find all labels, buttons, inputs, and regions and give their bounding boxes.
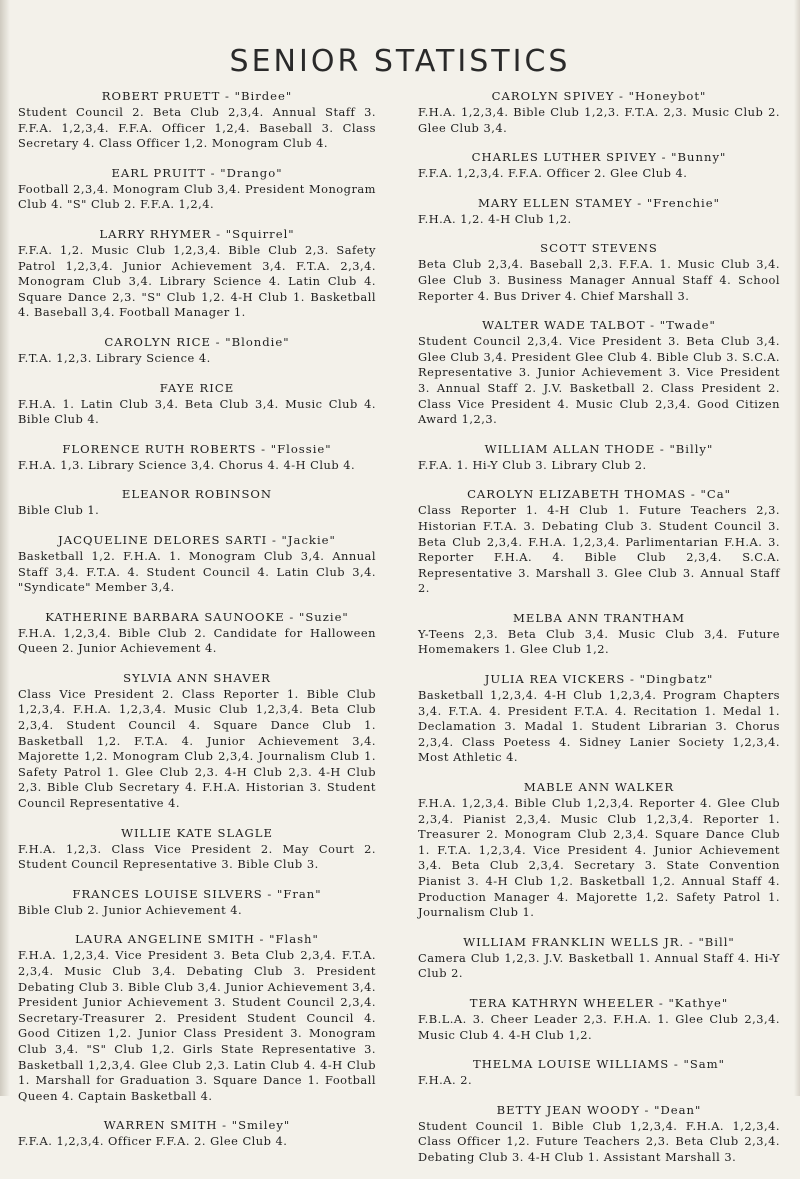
right-column [418,88,780,1179]
senior-name: MELBA ANN TRANTHAM [512,610,686,625]
senior-activities: F.H.A. 2. [418,1073,473,1088]
senior-activities: F.H.A. 1,2,3,4. Bible Club 2. Candidate for Halloween Queen 2. Junior Achievement 4. [18,625,376,656]
senior-entry [418,610,780,658]
senior-entry [18,165,376,213]
senior-activities: F.H.A. 1,2,3,4. Bible Club 1,2,3. F.T.A. 2,3. Music Club 2. Glee Club 3,4. [418,105,780,135]
senior-name: LAURA ANGELINE SMITH - "Flash" [75,932,319,947]
senior-activities: Beta Club 2,3,4. Baseball 2,3. F.F.A. 1. Music Club 3,4. Glee Club 3. Business Manager Annual Staff 4. School Reporter 4. Bus Driver 4. Chief Marshall 3. [418,257,780,303]
senior-activities: F.B.L.A. 3. Cheer Leader 2,3. F.H.A. 1. Glee Club 2,3,4. Music Club 4. 4-H Club 1,2. [418,1011,780,1042]
senior-activities: Camera Club 1,2,3. J.V. Basketball 1. Annual Staff 4. Hi-Y Club 2. [418,950,780,981]
senior-activities: Student Council 2,3,4. Vice President 3. Beta Club 3,4. Glee Club 3,4. President Glee Club 4. Bible Club 3. S.C.A. Representative 3. Junior Achievement 3. Vice President 3. Annual Staff 2. J.V. Basketball 2. Class President 2. Class Vice President 4. Music Club 2,3,4. Good Citizen Award 1,2,3. [418,334,780,427]
senior-entry [18,226,376,321]
senior-entry [18,886,376,919]
senior-activities: Y-Teens 2,3. Beta Club 3,4. Music Club 3,4. Future Homemakers 1. Glee Club 1,2. [418,626,780,657]
senior-name: JULIA REA VICKERS - "Dingbatz" [484,672,714,687]
senior-activities: Bible Club 1. [18,503,100,518]
senior-name: MABLE ANN WALKER [523,780,675,795]
senior-entry [18,670,376,812]
senior-activities: F.H.A. 1,2,3,4. Bible Club 1,2,3,4. Reporter 4. Glee Club 2,3,4. Pianist 2,3,4. Music Club 1,2,3,4. Reporter 1. Treasurer 2. Monogram Club 2,3,4. Square Dance Club 1. F.T.A. 1,2,3,4. Vice President 4. Junior Achievement 3,4. Beta Club 2,3,4. Secretary 3. State Convention Pianist 3. 4-H Club 1,2. Basketball 1,2. Annual Staff 4. Production Manager 4. Majorette 1,2. Safety Patrol 1. Journalism Club 1. [418,796,780,920]
senior-name: BETTY JEAN WOODY - "Dean" [496,1102,702,1117]
senior-name: TERA KATHRYN WHEELER - "Kathye" [469,995,729,1010]
senior-entry [418,934,780,982]
senior-name: THELMA LOUISE WILLIAMS - "Sam" [472,1057,726,1072]
senior-entry [418,671,780,766]
senior-activities: Student Council 1. Bible Club 1,2,3,4. F.H.A. 1,2,3,4. Class Officer 1,2. Future Teachers 2,3. Beta Club 2,3,4. Debating Club 3. 4-H Club 1. Assistant Marshall 3. [418,1118,780,1164]
senior-name: CAROLYN ELIZABETH THOMAS - "Ca" [467,487,731,502]
senior-name: WILLIE KATE SLAGLE [121,825,273,840]
senior-activities: F.H.A. 1,3. Library Science 3,4. Chorus 4. 4-H Club 4. [18,457,356,472]
senior-entry [418,486,780,597]
senior-activities: F.F.A. 1. Hi-Y Club 3. Library Club 2. [418,457,647,472]
senior-entry [418,441,780,474]
senior-entry [418,1102,780,1166]
senior-entry [18,486,376,519]
senior-entry [418,195,780,228]
senior-name: SYLVIA ANN SHAVER [123,670,271,685]
senior-name: CAROLYN RICE - "Blondie" [104,334,290,349]
senior-activities: Student Council 2. Beta Club 2,3,4. Annual Staff 3. F.F.A. 1,2,3,4. F.F.A. Officer 1,2,4. Baseball 3. Class Secretary 4. Class Officer 1,2. Monogram Club 4. [18,105,376,151]
senior-activities: F.H.A. 1,2,3. Class Vice President 2. May Court 2. Student Council Representative 3. Bible Club 3. [18,841,376,872]
senior-activities: Class Vice President 2. Class Reporter 1. Bible Club 1,2,3,4. F.H.A. 1,2,3,4. Music Club 1,2,3,4. Beta Club 2,3,4. Student Council 4. Square Dance Club 1. Basketball 1,2. F.T.A. 4. Junior Achievement 3,4. Majorette 1,2. Monogram Club 2,3,4. Journalism Club 1. Safety Patrol 1. Glee Club 2,3. 4-H Club 2,3. 4-H Club 2,3. Bible Club Secretary 4. F.H.A. Historian 3. Student Council Representative 4. [18,686,376,811]
senior-name: ROBERT PRUETT - "Birdee" [101,89,293,103]
senior-entry [18,609,376,657]
senior-activities: Basketball 1,2. F.H.A. 1. Monogram Club 3,4. Annual Staff 3,4. F.T.A. 4. Student Council 4. Latin Club 3,4. "Syndicate" Member 3,4. [18,548,376,595]
senior-entry [18,380,376,428]
senior-activities: F.F.A. 1,2. Music Club 1,2,3,4. Bible Club 2,3. Safety Patrol 1,2,3,4. Junior Achievement 3,4. F.T.A. 2,3,4. Monogram Club 3,4. Library Science 4. Latin Club 4. Square Dance 2,3. "S" Club 1,2. 4-H Club 1. Basketball 4. Baseball 3,4. Football Manager 1. [18,242,376,320]
senior-name: WALTER WADE TALBOT - "Twade" [482,318,716,333]
senior-entry [18,441,376,474]
senior-name: LARRY RHYMER - "Squirrel" [99,226,295,241]
senior-activities: Bible Club 2. Junior Achievement 4. [18,902,243,917]
senior-entry [18,825,376,873]
page-title: SENIOR STATISTICS [229,44,571,79]
senior-name: CAROLYN SPIVEY - "Honeybot" [491,89,707,103]
senior-name: WILLIAM FRANKLIN WELLS JR. - "Bill" [463,934,735,949]
senior-entry [18,88,376,152]
senior-name: MARY ELLEN STAMEY - "Frenchie" [478,195,720,210]
senior-name: FRANCES LOUISE SILVERS - "Fran" [72,886,322,901]
senior-entry [18,334,376,367]
senior-name: JACQUELINE DELORES SARTI - "Jackie" [58,532,336,547]
senior-activities: Class Reporter 1. 4-H Club 1. Future Teachers 2,3. Historian F.T.A. 3. Debating Club 3. Student Council 3. Beta Club 2,3,4. F.H.A. 1,2,3,4. Parlimentarian F.H.A. 3. Reporter F.H.A. 4. Bible Club 2,3,4. S.C.A. Representative 3. Marshall 3. Glee Club 3. Annual Staff 2. [418,503,780,596]
senior-activities: F.H.A. 1,2. 4-H Club 1,2. [418,211,572,226]
senior-activities: F.F.A. 1,2,3,4. F.F.A. Officer 2. Glee Club 4. [418,166,688,181]
senior-name: WILLIAM ALLAN THODE - "Billy" [484,441,714,456]
senior-name: EARL PRUITT - "Drango" [111,165,283,180]
left-column [18,88,376,1163]
senior-entry [18,532,376,596]
senior-name: FLORENCE RUTH ROBERTS - "Flossie" [62,441,332,456]
senior-name: SCOTT STEVENS [540,241,658,256]
page-binding-edge [0,0,10,1096]
senior-entry [18,931,376,1104]
senior-name: ELEANOR ROBINSON [121,487,273,502]
page-right-edge [794,0,800,1096]
senior-entry [418,1056,780,1089]
senior-entry [418,88,780,136]
senior-name: WARREN SMITH - "Smiley" [103,1118,291,1133]
senior-entry [418,240,780,304]
senior-entry [418,149,780,182]
senior-name: KATHERINE BARBARA SAUNOOKE - "Suzie" [45,609,349,624]
senior-activities: F.T.A. 1,2,3. Library Science 4. [18,350,211,365]
senior-entry [418,317,780,428]
senior-entry [18,1117,376,1150]
senior-entry [418,779,780,921]
senior-activities: F.H.A. 1,2,3,4. Vice President 3. Beta Club 2,3,4. F.T.A. 2,3,4. Music Club 3,4. Debating Club 3. President Debating Club 3. Bible Club 3,4. Junior Achievement 3,4. President Junior Achievement 3. Student Council 2,3,4. Secretary-Treasurer 2. President Student Council 4. Good Citizen 1,2. Junior Class President 3. Monogram Club 3,4. "S" Club 1,2. Girls State Representative 3. Basketball 1,2,3,4. Glee Club 2,3. Latin Club 4. 4-H Club 1. Marshall for Graduation 3. Square Dance 1. Football Queen 4. Captain Basketball 4. [18,948,376,1103]
senior-activities: Football 2,3,4. Monogram Club 3,4. President Monogram Club 4. "S" Club 2. F.F.A. 1,2,4. [18,181,376,212]
senior-entry [418,995,780,1043]
senior-name: FAYE RICE [159,380,235,395]
senior-activities: Basketball 1,2,3,4. 4-H Club 1,2,3,4. Program Chapters 3,4. F.T.A. 4. President F.T.A. 4. Recitation 1. Medal 1. Declamation 3. Madal 1. Student Librarian 3. Chorus 2,3,4. Class Poetess 4. Sidney Lanier Society 1,2,3,4. Most Athletic 4. [418,688,780,765]
senior-activities: F.H.A. 1. Latin Club 3,4. Beta Club 3,4. Music Club 4. Bible Club 4. [18,396,376,427]
senior-name: CHARLES LUTHER SPIVEY - "Bunny" [471,150,727,165]
senior-activities: F.F.A. 1,2,3,4. Officer F.F.A. 2. Glee Club 4. [18,1134,288,1149]
